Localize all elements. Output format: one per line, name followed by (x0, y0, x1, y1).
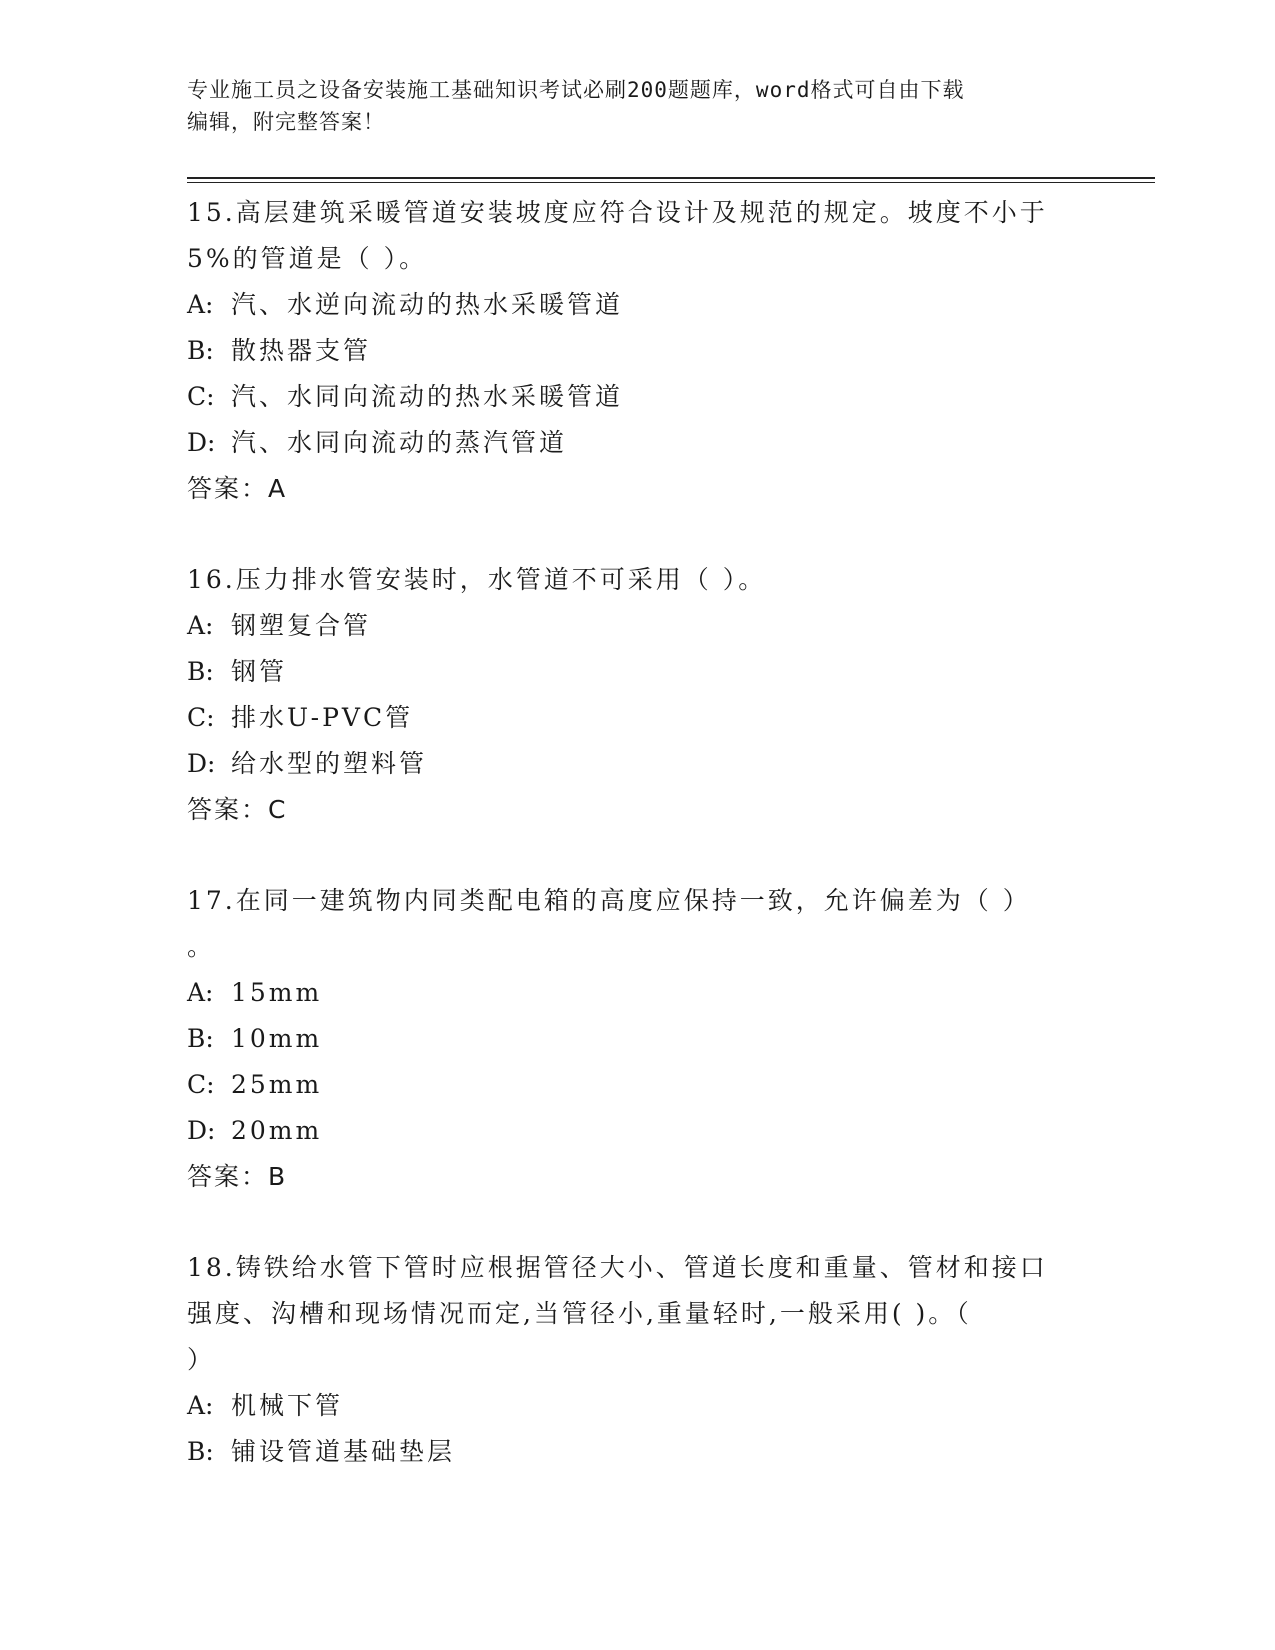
option-b (187, 1429, 1087, 1475)
answer-line: 答案：B (187, 1162, 288, 1191)
option-letter: C: (187, 703, 215, 732)
option-text: 机械下管 (231, 1391, 344, 1420)
header-line-1: 专业施工员之设备安装施工基础知识考试必刷200题题库，word格式可自由下载 (187, 78, 965, 102)
option-a (187, 970, 1087, 1016)
option-d (187, 1108, 1087, 1154)
option-text: 铺设管道基础垫层 (231, 1437, 456, 1466)
option-text: 汽、水逆向流动的热水采暖管道 (231, 290, 624, 319)
option-text: 给水型的塑料管 (231, 749, 428, 778)
option-text: 15mm (231, 978, 323, 1007)
option-letter: A: (187, 290, 214, 319)
option-b (187, 328, 1087, 374)
option-letter: C: (187, 382, 215, 411)
option-letter: D: (187, 749, 216, 778)
option-text: 排水U-PVC管 (231, 703, 414, 732)
option-text: 汽、水同向流动的热水采暖管道 (231, 382, 624, 411)
option-d (187, 741, 1087, 787)
question-stem: 16.压力排水管安装时，水管道不可采用（ ）。 (187, 565, 767, 594)
question-list (187, 190, 1087, 1475)
option-letter: D: (187, 428, 216, 457)
option-text: 钢管 (231, 657, 288, 686)
option-letter: A: (187, 611, 214, 640)
option-letter: B: (187, 1437, 214, 1466)
header-divider-top (187, 177, 1155, 179)
document-header (187, 74, 1087, 138)
question-stem: 18.铸铁给水管下管时应根据管径大小、管道长度和重量、管材和接口 (187, 1253, 1048, 1282)
option-text: 钢塑复合管 (231, 611, 372, 640)
option-letter: A: (187, 1391, 214, 1420)
option-d (187, 420, 1087, 466)
option-text: 汽、水同向流动的蒸汽管道 (231, 428, 568, 457)
option-letter: D: (187, 1116, 216, 1145)
question-stem: ） (187, 1345, 216, 1374)
spacer (187, 1200, 1087, 1245)
option-text: 10mm (231, 1024, 323, 1053)
option-a (187, 282, 1087, 328)
question-15 (187, 190, 1087, 512)
option-b (187, 1016, 1087, 1062)
question-stem: 。 (187, 932, 216, 961)
question-stem: 强度、沟槽和现场情况而定,当管径小,重量轻时,一般采用( )。（ (187, 1299, 972, 1328)
option-c (187, 695, 1087, 741)
option-a (187, 1383, 1087, 1429)
question-17 (187, 878, 1087, 1200)
question-16 (187, 557, 1087, 833)
option-text: 20mm (231, 1116, 323, 1145)
option-letter: A: (187, 978, 214, 1007)
question-stem: 17.在同一建筑物内同类配电箱的高度应保持一致，允许偏差为（ ） (187, 886, 1031, 915)
header-line-2: 编辑，附完整答案！ (187, 110, 385, 134)
question-stem: 5%的管道是（ ）。 (187, 244, 428, 273)
option-letter: B: (187, 1024, 214, 1053)
question-18 (187, 1245, 1087, 1475)
answer-line: 答案：A (187, 474, 288, 503)
option-letter: B: (187, 336, 214, 365)
option-b (187, 649, 1087, 695)
spacer (187, 833, 1087, 878)
answer-line: 答案：C (187, 795, 288, 824)
option-text: 散热器支管 (231, 336, 372, 365)
option-letter: B: (187, 657, 214, 686)
option-a (187, 603, 1087, 649)
option-text: 25mm (231, 1070, 323, 1099)
option-c (187, 1062, 1087, 1108)
question-stem: 15.高层建筑采暖管道安装坡度应符合设计及规范的规定。坡度不小于 (187, 198, 1048, 227)
spacer (187, 512, 1087, 557)
option-c (187, 374, 1087, 420)
header-divider-bottom (187, 182, 1155, 183)
option-letter: C: (187, 1070, 215, 1099)
